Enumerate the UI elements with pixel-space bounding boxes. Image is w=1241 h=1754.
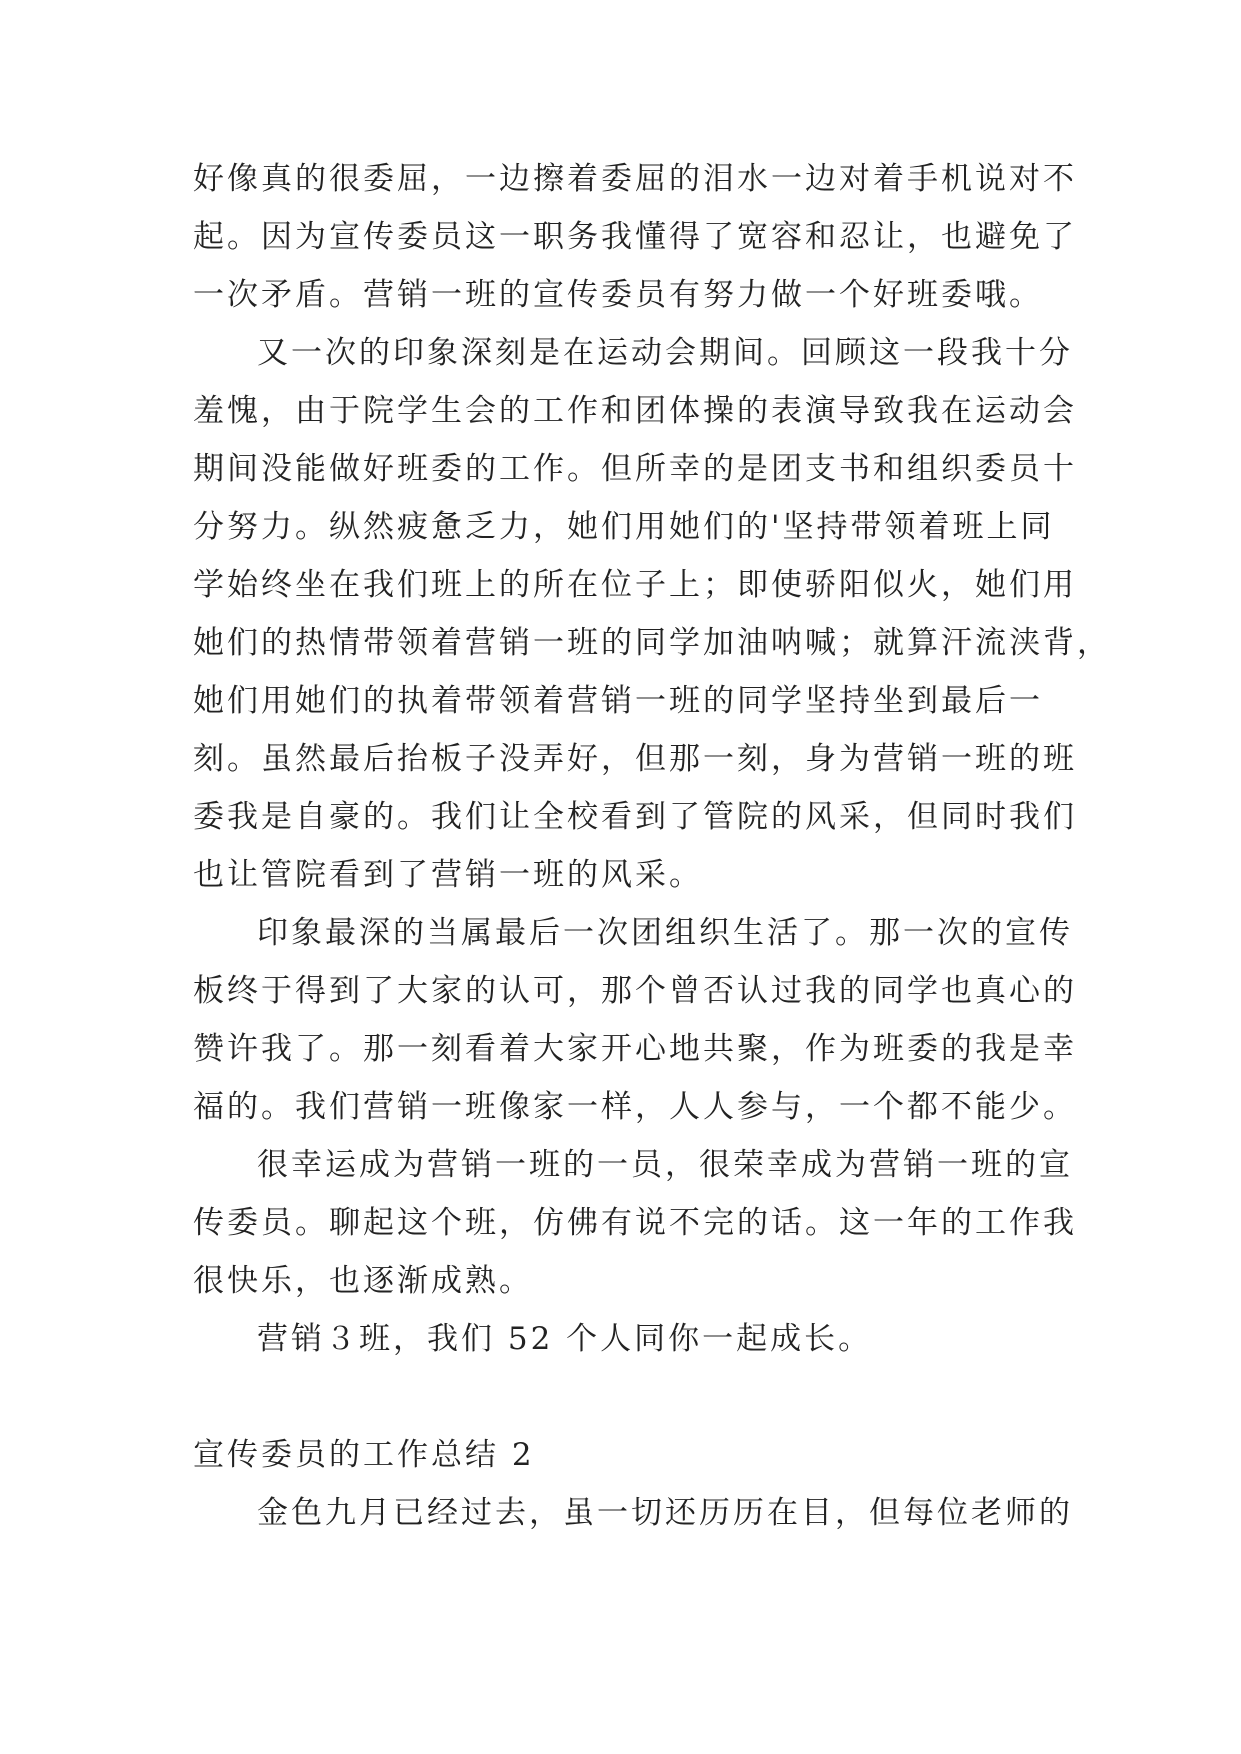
paragraph-start-line: 很幸运成为营销一班的一员，很荣幸成为营销一班的宣 <box>257 1147 1073 1183</box>
text-line: 她们用她们的执着带领着营销一班的同学坚持坐到最后一 <box>193 683 1043 719</box>
paragraph-start-line: 营销３班，我们 52 个人同你一起成长。 <box>257 1321 873 1357</box>
paragraph-start-line: 又一次的印象深刻是在运动会期间。回顾这一段我十分 <box>257 335 1073 371</box>
text-line: 也让管院看到了营销一班的风采。 <box>193 857 703 893</box>
text-line: 她们的热情带领着营销一班的同学加油呐喊；就算汗流浃背， <box>193 625 1111 661</box>
section-heading: 宣传委员的工作总结 2 <box>193 1437 535 1473</box>
text-line: 好像真的很委屈，一边擦着委屈的泪水一边对着手机说对不 <box>193 161 1077 197</box>
text-line: 福的。我们营销一班像家一样，人人参与，一个都不能少。 <box>193 1089 1077 1125</box>
text-line: 学始终坐在我们班上的所在位子上；即使骄阳似火，她们用 <box>193 567 1077 603</box>
paragraph-start-line: 金色九月已经过去，虽一切还历历在目，但每位老师的 <box>257 1495 1073 1531</box>
text-line: 分努力。纵然疲惫乏力，她们用她们的'坚持带领着班上同 <box>193 509 1055 545</box>
text-line: 板终于得到了大家的认可，那个曾否认过我的同学也真心的 <box>193 973 1077 1009</box>
blank-line <box>193 1368 1053 1426</box>
text-line: 刻。虽然最后抬板子没弄好，但那一刻，身为营销一班的班 <box>193 741 1077 777</box>
text-line: 赞许我了。那一刻看着大家开心地共聚，作为班委的我是幸 <box>193 1031 1077 1067</box>
text-line: 一次矛盾。营销一班的宣传委员有努力做一个好班委哦。 <box>193 277 1043 313</box>
text-line: 委我是自豪的。我们让全校看到了管院的风采，但同时我们 <box>193 799 1077 835</box>
text-line: 很快乐，也逐渐成熟。 <box>193 1263 533 1299</box>
paragraph-start-line: 印象最深的当属最后一次团组织生活了。那一次的宣传 <box>257 915 1073 951</box>
text-line: 起。因为宣传委员这一职务我懂得了宽容和忍让，也避免了 <box>193 219 1077 255</box>
document-body <box>193 150 1111 1542</box>
text-line: 羞愧，由于院学生会的工作和团体操的表演导致我在运动会 <box>193 393 1077 429</box>
text-line: 期间没能做好班委的工作。但所幸的是团支书和组织委员十 <box>193 451 1077 487</box>
text-line: 传委员。聊起这个班，仿佛有说不完的话。这一年的工作我 <box>193 1205 1077 1241</box>
